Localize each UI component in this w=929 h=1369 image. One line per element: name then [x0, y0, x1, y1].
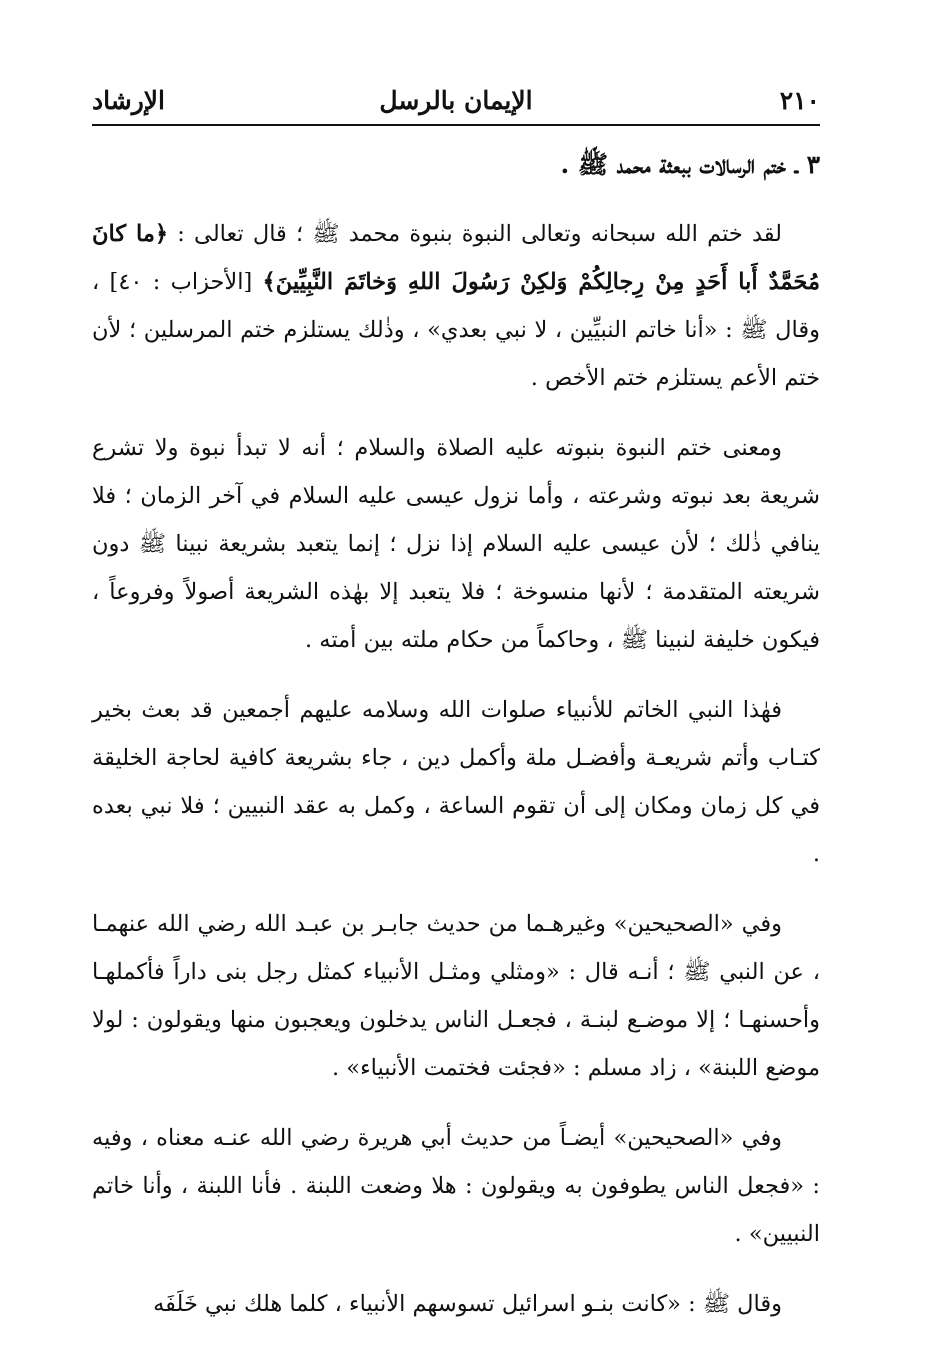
paragraph-1-intro: لقد ختم الله سبحانه وتعالى النبوة بنبوة محمد ﷺ ؛ قال تعالى : — [168, 220, 783, 247]
paragraph-3: فهٰذا النبي الخاتم للأنبياء صلوات الله وسلامه عليهم أجمعين قد بعث بخير كتـاب وأتم شريعـة وأفضـل ملة وأكمل دين ، جاء بشريعة كافية لحاجة الخليقة في كل زمان ومكان إلى أن تقوم الساعة ، وكمل به عقد النبيين ؛ فلا نبي بعده . — [92, 696, 820, 867]
book-title: الإرشاد — [92, 86, 165, 115]
page-number: ٢١٠ — [779, 86, 820, 115]
running-header — [92, 80, 820, 126]
paragraph-4: وفي «الصحيحين» وغيرهـما من حديث جابـر بن عبـد الله رضي الله عنهمـا ، عن النبي ﷺ ؛ أنـه قال : «ومثلي ومثـل الأنبياء كمثل رجل بنى داراً فأكملهـا وأحسنهـا ؛ إلا موضـع لبنـة ، فجعـل الناس يدخلون ويعجبون منها ويقولون : لولا موضع اللبنة» ، زاد مسلم : «فجئت فختمت الأنبياء» . — [92, 910, 820, 1081]
quran-verse: ﴿ما كانَ مُحَمَّدٌ أَبا أَحَدٍ مِنْ رِجالِكُمْ وَلكِنْ رَسُولَ اللهِ وَخاتَمَ النَّبِيِّينَ﴾ — [92, 220, 821, 295]
book-page — [92, 80, 820, 1350]
section-heading: ٣ ـ ختم الرسالات ببعثة محمد ﷺ . — [560, 150, 820, 179]
paragraph-2: ومعنى ختم النبوة بنبوته عليه الصلاة والسلام ؛ أنه لا تبدأ نبوة ولا تشرع شريعة بعد نبوته وشرعته ، وأما نزول عيسى عليه السلام في آخر الزمان ؛ فلا ينافي ذٰلك ؛ لأن عيسى عليه السلام إذا نزل ؛ إنما يتعبد بشريعة نبينا ﷺ دون شريعته المتقدمة ؛ لأنها منسوخة ؛ فلا يتعبد إلا بهٰذه الشريعة أصولاً وفروعاً ، فيكون خليفة لنبينا ﷺ ، وحاكماً من حكام ملته بين أمته . — [92, 434, 820, 653]
paragraph-1-rest: [الأحزاب : ٤٠] ، وقال ﷺ : «أنا خاتم النبيِّين ، لا نبي بعدي» ، وذٰلك يستلزم ختم المرسلين ؛ لأن ختم الأعم يستلزم ختم الأخص . — [92, 268, 820, 391]
paragraph-1 — [92, 210, 820, 402]
paragraph-5: وفي «الصحيحين» أيضـاً من حديث أبي هريرة رضي الله عنـه معناه ، وفيه : «فجعل الناس يطوفون به ويقولون : هلا وضعت اللبنة . فأنا اللبنة ، وأنا خاتم النبيين» . — [92, 1124, 820, 1247]
paragraph-6: وقال ﷺ : «كانت بنـو اسرائيل تسوسهم الأنبياء ، كلما هلك نبي خَلَفَه — [153, 1290, 782, 1317]
running-title: الإيمان بالرسل — [379, 86, 533, 115]
